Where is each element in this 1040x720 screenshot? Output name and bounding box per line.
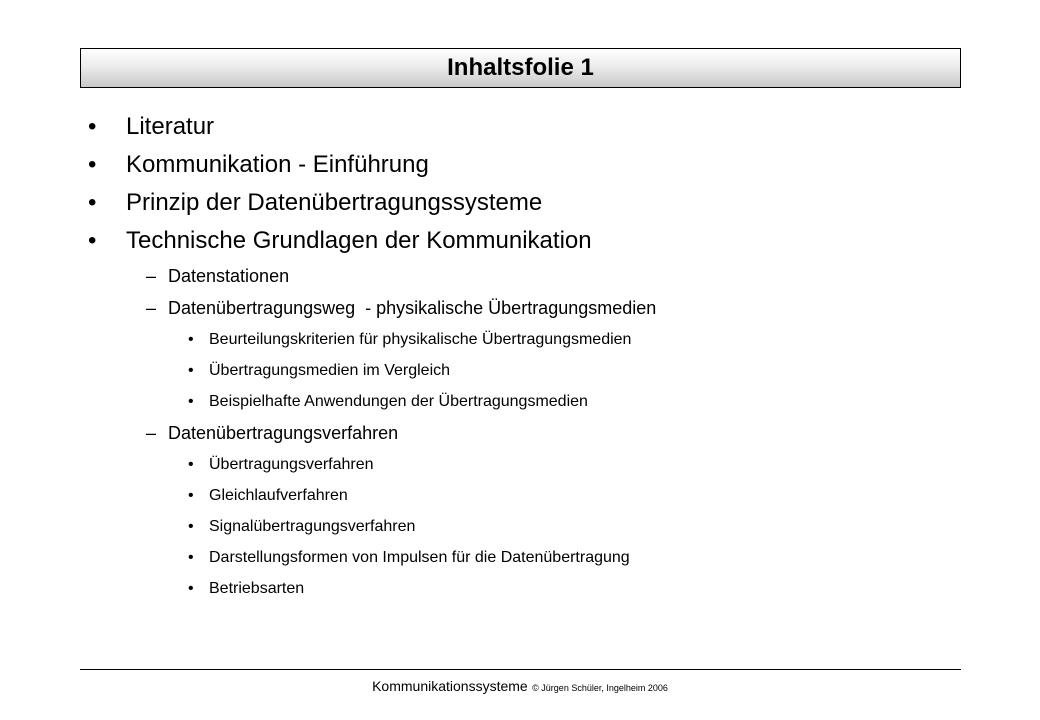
sub-sub-list-item: [88, 449, 988, 480]
list-item: [88, 108, 988, 146]
sub-sub-list-item: [88, 386, 988, 417]
bullet-marker: •: [188, 549, 194, 566]
list-item-text: Literatur: [126, 113, 215, 140]
sub-list-item-text: Datenübertragungsverfahren: [168, 423, 399, 443]
contents-list: [88, 108, 988, 604]
dash-marker: –: [146, 266, 157, 286]
list-item: [88, 222, 988, 260]
sub-sub-list-item: [88, 324, 988, 355]
sub-sub-list-item-text: Beurteilungskriterien für physikalische Übertragungsmedien: [209, 331, 632, 348]
slide-footer: [0, 678, 1040, 696]
sub-list-item-text: Datenübertragungsweg - physikalische Übertragungsmedien: [168, 298, 657, 318]
sub-sub-list-item-text: Gleichlaufverfahren: [209, 487, 348, 504]
sub-sub-list-item-text: Übertragungsverfahren: [209, 456, 374, 473]
slide-title: Inhaltsfolie 1: [447, 54, 594, 81]
bullet-marker: •: [88, 189, 97, 216]
sub-list-item: [88, 260, 988, 292]
bullet-marker: •: [88, 227, 97, 254]
footer-copyright: © Jürgen Schüler, Ingelheim 2006: [532, 683, 668, 693]
sub-sub-list-item-text: Beispielhafte Anwendungen der Übertragungsmedien: [209, 393, 588, 410]
sub-sub-list-item-text: Übertragungsmedien im Vergleich: [209, 362, 451, 379]
bullet-marker: •: [188, 331, 194, 348]
bullet-marker: •: [188, 487, 194, 504]
sub-sub-list-item: [88, 542, 988, 573]
sub-list-item: [88, 292, 988, 324]
list-item: [88, 184, 988, 222]
bullet-marker: •: [88, 151, 97, 178]
dash-marker: –: [146, 423, 157, 443]
bullet-marker: •: [188, 518, 194, 535]
bullet-marker: •: [188, 456, 194, 473]
list-item-text: Kommunikation - Einführung: [126, 151, 429, 178]
sub-sub-list-item: [88, 573, 988, 604]
sub-sub-list-item: [88, 480, 988, 511]
bullet-marker: •: [188, 362, 194, 379]
sub-sub-list-item: [88, 355, 988, 386]
bullet-marker: •: [188, 393, 194, 410]
bullet-marker: •: [188, 580, 194, 597]
footer-title: Kommunikationssysteme: [372, 678, 528, 694]
sub-sub-list-item-text: Darstellungsformen von Impulsen für die Datenübertragung: [209, 549, 630, 566]
sub-list-item-text: Datenstationen: [168, 266, 290, 286]
sub-list-item: [88, 417, 988, 449]
dash-marker: –: [146, 298, 157, 318]
bullet-marker: •: [88, 113, 97, 140]
list-item: [88, 146, 988, 184]
list-item-text: Technische Grundlagen der Kommunikation: [126, 227, 592, 254]
sub-sub-list-item-text: Betriebsarten: [209, 580, 305, 597]
list-item-text: Prinzip der Datenübertragungssysteme: [126, 189, 543, 216]
footer-divider: [80, 669, 961, 670]
sub-sub-list-item-text: Signalübertragungsverfahren: [209, 518, 416, 535]
sub-sub-list-item: [88, 511, 988, 542]
slide-title-bar: [80, 48, 961, 88]
